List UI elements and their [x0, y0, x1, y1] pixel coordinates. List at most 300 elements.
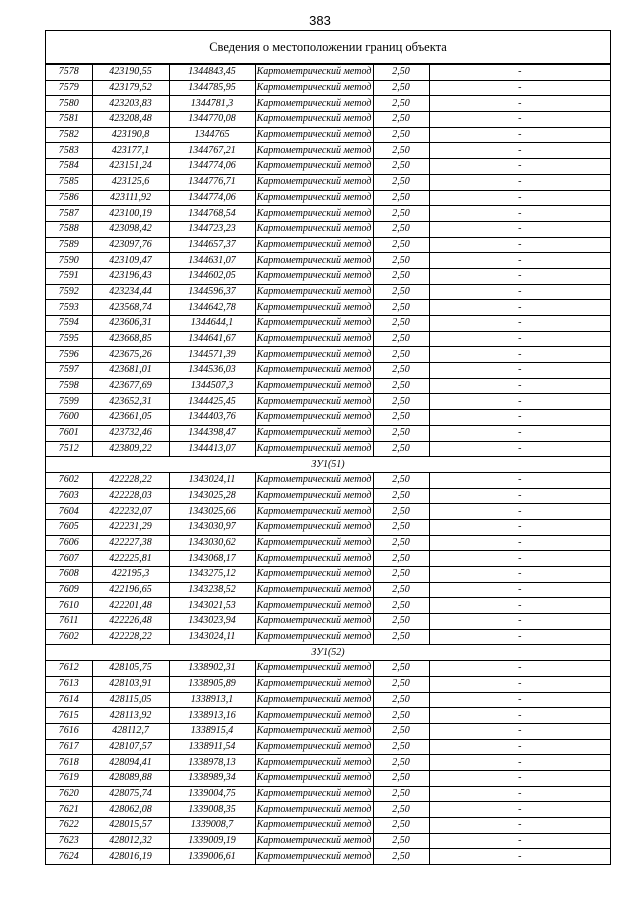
description-cell: -	[429, 284, 610, 300]
method-cell: Картометрический метод	[255, 174, 373, 190]
method-cell: Картометрический метод	[255, 818, 373, 834]
table-row	[46, 614, 610, 630]
y-coordinate-cell: 1344644,1	[169, 316, 255, 332]
description-cell: -	[429, 300, 610, 316]
method-cell: Картометрический метод	[255, 849, 373, 865]
point-number-cell: 7621	[46, 802, 92, 818]
y-coordinate-cell: 1343025,28	[169, 488, 255, 504]
x-coordinate-cell: 422228,22	[92, 629, 169, 645]
description-cell: -	[429, 347, 610, 363]
point-number-cell: 7582	[46, 127, 92, 143]
x-coordinate-cell: 428105,75	[92, 661, 169, 677]
accuracy-cell: 2,50	[373, 206, 429, 222]
method-cell: Картометрический метод	[255, 96, 373, 112]
accuracy-cell: 2,50	[373, 268, 429, 284]
accuracy-cell: 2,50	[373, 818, 429, 834]
x-coordinate-cell: 422227,38	[92, 535, 169, 551]
y-coordinate-cell: 1344776,71	[169, 174, 255, 190]
x-coordinate-cell: 423661,05	[92, 410, 169, 426]
x-coordinate-cell: 423809,22	[92, 441, 169, 457]
method-cell: Картометрический метод	[255, 770, 373, 786]
y-coordinate-cell: 1344642,78	[169, 300, 255, 316]
point-number-cell: 7588	[46, 221, 92, 237]
x-coordinate-cell: 428103,91	[92, 676, 169, 692]
accuracy-cell: 2,50	[373, 143, 429, 159]
point-number-cell: 7624	[46, 849, 92, 865]
table-row	[46, 112, 610, 128]
y-coordinate-cell: 1338913,1	[169, 692, 255, 708]
method-cell: Картометрический метод	[255, 253, 373, 269]
method-cell: Картометрический метод	[255, 692, 373, 708]
description-cell: -	[429, 582, 610, 598]
y-coordinate-cell: 1343068,17	[169, 551, 255, 567]
x-coordinate-cell: 422201,48	[92, 598, 169, 614]
description-cell: -	[429, 394, 610, 410]
method-cell: Картометрический метод	[255, 284, 373, 300]
table-row	[46, 394, 610, 410]
table-row	[46, 582, 610, 598]
y-coordinate-cell: 1343024,11	[169, 472, 255, 488]
section-heading-row	[46, 645, 610, 661]
method-cell: Картометрический метод	[255, 629, 373, 645]
y-coordinate-cell: 1344507,3	[169, 378, 255, 394]
accuracy-cell: 2,50	[373, 472, 429, 488]
method-cell: Картометрический метод	[255, 363, 373, 379]
y-coordinate-cell: 1344785,95	[169, 80, 255, 96]
method-cell: Картометрический метод	[255, 504, 373, 520]
description-cell: -	[429, 676, 610, 692]
accuracy-cell: 2,50	[373, 614, 429, 630]
description-cell: -	[429, 127, 610, 143]
method-cell: Картометрический метод	[255, 65, 373, 81]
y-coordinate-cell: 1344774,06	[169, 190, 255, 206]
method-cell: Картометрический метод	[255, 331, 373, 347]
method-cell: Картометрический метод	[255, 755, 373, 771]
y-coordinate-cell: 1338913,16	[169, 708, 255, 724]
table-row	[46, 833, 610, 849]
point-number-cell: 7608	[46, 567, 92, 583]
description-cell: -	[429, 206, 610, 222]
method-cell: Картометрический метод	[255, 519, 373, 535]
table-row	[46, 519, 610, 535]
description-cell: -	[429, 708, 610, 724]
description-cell: -	[429, 692, 610, 708]
section-heading: ЗУ1(51)	[46, 457, 610, 473]
accuracy-cell: 2,50	[373, 190, 429, 206]
point-number-cell: 7618	[46, 755, 92, 771]
accuracy-cell: 2,50	[373, 567, 429, 583]
method-cell: Картометрический метод	[255, 143, 373, 159]
point-number-cell: 7580	[46, 96, 92, 112]
accuracy-cell: 2,50	[373, 284, 429, 300]
table-row	[46, 488, 610, 504]
table-row	[46, 739, 610, 755]
y-coordinate-cell: 1343023,94	[169, 614, 255, 630]
point-number-cell: 7614	[46, 692, 92, 708]
point-number-cell: 7604	[46, 504, 92, 520]
point-number-cell: 7589	[46, 237, 92, 253]
method-cell: Картометрический метод	[255, 159, 373, 175]
description-cell: -	[429, 378, 610, 394]
point-number-cell: 7602	[46, 472, 92, 488]
method-cell: Картометрический метод	[255, 80, 373, 96]
accuracy-cell: 2,50	[373, 488, 429, 504]
description-cell: -	[429, 441, 610, 457]
table-row	[46, 127, 610, 143]
method-cell: Картометрический метод	[255, 661, 373, 677]
table-row	[46, 770, 610, 786]
x-coordinate-cell: 423677,69	[92, 378, 169, 394]
x-coordinate-cell: 423097,76	[92, 237, 169, 253]
point-number-cell: 7612	[46, 661, 92, 677]
method-cell: Картометрический метод	[255, 598, 373, 614]
table-row	[46, 676, 610, 692]
description-cell: -	[429, 316, 610, 332]
point-number-cell: 7622	[46, 818, 92, 834]
accuracy-cell: 2,50	[373, 112, 429, 128]
point-number-cell: 7579	[46, 80, 92, 96]
point-number-cell: 7584	[46, 159, 92, 175]
description-cell: -	[429, 253, 610, 269]
description-cell: -	[429, 519, 610, 535]
method-cell: Картометрический метод	[255, 614, 373, 630]
description-cell: -	[429, 96, 610, 112]
accuracy-cell: 2,50	[373, 770, 429, 786]
method-cell: Картометрический метод	[255, 347, 373, 363]
description-cell: -	[429, 65, 610, 81]
table-row	[46, 65, 610, 81]
y-coordinate-cell: 1344765	[169, 127, 255, 143]
description-cell: -	[429, 268, 610, 284]
x-coordinate-cell: 428075,74	[92, 786, 169, 802]
accuracy-cell: 2,50	[373, 739, 429, 755]
method-cell: Картометрический метод	[255, 410, 373, 426]
method-cell: Картометрический метод	[255, 472, 373, 488]
point-number-cell: 7613	[46, 676, 92, 692]
accuracy-cell: 2,50	[373, 316, 429, 332]
y-coordinate-cell: 1344774,06	[169, 159, 255, 175]
description-cell: -	[429, 849, 610, 865]
method-cell: Картометрический метод	[255, 567, 373, 583]
point-number-cell: 7583	[46, 143, 92, 159]
accuracy-cell: 2,50	[373, 504, 429, 520]
table-row	[46, 206, 610, 222]
accuracy-cell: 2,50	[373, 535, 429, 551]
point-number-cell: 7603	[46, 488, 92, 504]
point-number-cell: 7593	[46, 300, 92, 316]
accuracy-cell: 2,50	[373, 786, 429, 802]
x-coordinate-cell: 428107,57	[92, 739, 169, 755]
x-coordinate-cell: 428015,57	[92, 818, 169, 834]
point-number-cell: 7592	[46, 284, 92, 300]
description-cell: -	[429, 488, 610, 504]
y-coordinate-cell: 1344602,05	[169, 268, 255, 284]
x-coordinate-cell: 423190,8	[92, 127, 169, 143]
y-coordinate-cell: 1344657,37	[169, 237, 255, 253]
method-cell: Картометрический метод	[255, 535, 373, 551]
table-row	[46, 316, 610, 332]
point-number-cell: 7623	[46, 833, 92, 849]
accuracy-cell: 2,50	[373, 253, 429, 269]
y-coordinate-cell: 1338905,89	[169, 676, 255, 692]
x-coordinate-cell: 428089,88	[92, 770, 169, 786]
x-coordinate-cell: 428112,7	[92, 723, 169, 739]
x-coordinate-cell: 428062,08	[92, 802, 169, 818]
point-number-cell: 7596	[46, 347, 92, 363]
method-cell: Картометрический метод	[255, 802, 373, 818]
point-number-cell: 7595	[46, 331, 92, 347]
x-coordinate-cell: 422195,3	[92, 567, 169, 583]
table-row	[46, 190, 610, 206]
description-cell: -	[429, 770, 610, 786]
point-number-cell: 7512	[46, 441, 92, 457]
method-cell: Картометрический метод	[255, 833, 373, 849]
point-number-cell: 7581	[46, 112, 92, 128]
y-coordinate-cell: 1343021,53	[169, 598, 255, 614]
y-coordinate-cell: 1344723,23	[169, 221, 255, 237]
description-cell: -	[429, 755, 610, 771]
table-row	[46, 410, 610, 426]
y-coordinate-cell: 1339006,61	[169, 849, 255, 865]
description-cell: -	[429, 363, 610, 379]
accuracy-cell: 2,50	[373, 676, 429, 692]
y-coordinate-cell: 1344571,39	[169, 347, 255, 363]
description-cell: -	[429, 786, 610, 802]
table-row	[46, 347, 610, 363]
y-coordinate-cell: 1344413,07	[169, 441, 255, 457]
y-coordinate-cell: 1344631,07	[169, 253, 255, 269]
method-cell: Картометрический метод	[255, 394, 373, 410]
method-cell: Картометрический метод	[255, 206, 373, 222]
description-cell: -	[429, 802, 610, 818]
table-row	[46, 629, 610, 645]
y-coordinate-cell: 1339009,19	[169, 833, 255, 849]
point-number-cell: 7585	[46, 174, 92, 190]
table-row	[46, 363, 610, 379]
method-cell: Картометрический метод	[255, 723, 373, 739]
coordinates-table-body	[46, 65, 610, 865]
table-row	[46, 755, 610, 771]
x-coordinate-cell: 428016,19	[92, 849, 169, 865]
x-coordinate-cell: 423234,44	[92, 284, 169, 300]
table-row	[46, 818, 610, 834]
table-row	[46, 96, 610, 112]
description-cell: -	[429, 237, 610, 253]
point-number-cell: 7610	[46, 598, 92, 614]
x-coordinate-cell: 422226,48	[92, 614, 169, 630]
x-coordinate-cell: 423668,85	[92, 331, 169, 347]
method-cell: Картометрический метод	[255, 676, 373, 692]
x-coordinate-cell: 428113,92	[92, 708, 169, 724]
point-number-cell: 7617	[46, 739, 92, 755]
accuracy-cell: 2,50	[373, 425, 429, 441]
description-cell: -	[429, 331, 610, 347]
y-coordinate-cell: 1344403,76	[169, 410, 255, 426]
table-row	[46, 535, 610, 551]
table-row	[46, 661, 610, 677]
y-coordinate-cell: 1343275,12	[169, 567, 255, 583]
x-coordinate-cell: 423111,92	[92, 190, 169, 206]
point-number-cell: 7620	[46, 786, 92, 802]
accuracy-cell: 2,50	[373, 661, 429, 677]
point-number-cell: 7597	[46, 363, 92, 379]
table-row	[46, 849, 610, 865]
accuracy-cell: 2,50	[373, 174, 429, 190]
y-coordinate-cell: 1344596,37	[169, 284, 255, 300]
accuracy-cell: 2,50	[373, 692, 429, 708]
accuracy-cell: 2,50	[373, 237, 429, 253]
x-coordinate-cell: 422228,03	[92, 488, 169, 504]
y-coordinate-cell: 1339008,35	[169, 802, 255, 818]
accuracy-cell: 2,50	[373, 410, 429, 426]
table-row	[46, 331, 610, 347]
description-cell: -	[429, 425, 610, 441]
x-coordinate-cell: 423190,55	[92, 65, 169, 81]
page-number: 383	[309, 13, 331, 28]
method-cell: Картометрический метод	[255, 551, 373, 567]
table-row	[46, 708, 610, 724]
description-cell: -	[429, 818, 610, 834]
description-cell: -	[429, 221, 610, 237]
method-cell: Картометрический метод	[255, 425, 373, 441]
point-number-cell: 7599	[46, 394, 92, 410]
point-number-cell: 7600	[46, 410, 92, 426]
method-cell: Картометрический метод	[255, 112, 373, 128]
method-cell: Картометрический метод	[255, 488, 373, 504]
table-row	[46, 174, 610, 190]
method-cell: Картометрический метод	[255, 221, 373, 237]
point-number-cell: 7590	[46, 253, 92, 269]
description-cell: -	[429, 598, 610, 614]
description-cell: -	[429, 472, 610, 488]
y-coordinate-cell: 1344641,67	[169, 331, 255, 347]
table-row	[46, 378, 610, 394]
table-row	[46, 786, 610, 802]
method-cell: Картометрический метод	[255, 268, 373, 284]
y-coordinate-cell: 1338911,54	[169, 739, 255, 755]
y-coordinate-cell: 1344781,3	[169, 96, 255, 112]
table-row	[46, 300, 610, 316]
accuracy-cell: 2,50	[373, 80, 429, 96]
table-title: Сведения о местоположении границ объекта	[46, 31, 610, 64]
x-coordinate-cell: 428012,32	[92, 833, 169, 849]
description-cell: -	[429, 614, 610, 630]
x-coordinate-cell: 423732,46	[92, 425, 169, 441]
table-row	[46, 221, 610, 237]
y-coordinate-cell: 1344770,08	[169, 112, 255, 128]
description-cell: -	[429, 159, 610, 175]
description-cell: -	[429, 143, 610, 159]
point-number-cell: 7606	[46, 535, 92, 551]
point-number-cell: 7616	[46, 723, 92, 739]
description-cell: -	[429, 80, 610, 96]
point-number-cell: 7598	[46, 378, 92, 394]
description-cell: -	[429, 661, 610, 677]
method-cell: Картометрический метод	[255, 127, 373, 143]
x-coordinate-cell: 423151,24	[92, 159, 169, 175]
method-cell: Картометрический метод	[255, 378, 373, 394]
x-coordinate-cell: 423652,31	[92, 394, 169, 410]
accuracy-cell: 2,50	[373, 629, 429, 645]
x-coordinate-cell: 423177,1	[92, 143, 169, 159]
y-coordinate-cell: 1344398,47	[169, 425, 255, 441]
point-number-cell: 7602	[46, 629, 92, 645]
method-cell: Картометрический метод	[255, 316, 373, 332]
table-row	[46, 802, 610, 818]
y-coordinate-cell: 1343238,52	[169, 582, 255, 598]
description-cell: -	[429, 410, 610, 426]
accuracy-cell: 2,50	[373, 347, 429, 363]
table-row	[46, 504, 610, 520]
y-coordinate-cell: 1338989,34	[169, 770, 255, 786]
method-cell: Картометрический метод	[255, 582, 373, 598]
accuracy-cell: 2,50	[373, 723, 429, 739]
method-cell: Картометрический метод	[255, 786, 373, 802]
accuracy-cell: 2,50	[373, 833, 429, 849]
description-cell: -	[429, 551, 610, 567]
point-number-cell: 7609	[46, 582, 92, 598]
method-cell: Картометрический метод	[255, 739, 373, 755]
coordinates-table	[46, 64, 610, 865]
table-row	[46, 253, 610, 269]
accuracy-cell: 2,50	[373, 363, 429, 379]
y-coordinate-cell: 1344425,45	[169, 394, 255, 410]
description-cell: -	[429, 739, 610, 755]
accuracy-cell: 2,50	[373, 394, 429, 410]
description-cell: -	[429, 535, 610, 551]
x-coordinate-cell: 423568,74	[92, 300, 169, 316]
description-cell: -	[429, 723, 610, 739]
point-number-cell: 7619	[46, 770, 92, 786]
y-coordinate-cell: 1344767,21	[169, 143, 255, 159]
table-row	[46, 551, 610, 567]
point-number-cell: 7586	[46, 190, 92, 206]
description-cell: -	[429, 833, 610, 849]
accuracy-cell: 2,50	[373, 65, 429, 81]
description-cell: -	[429, 629, 610, 645]
table-row	[46, 567, 610, 583]
description-cell: -	[429, 190, 610, 206]
method-cell: Картометрический метод	[255, 300, 373, 316]
x-coordinate-cell: 422232,07	[92, 504, 169, 520]
method-cell: Картометрический метод	[255, 190, 373, 206]
y-coordinate-cell: 1338902,31	[169, 661, 255, 677]
accuracy-cell: 2,50	[373, 708, 429, 724]
method-cell: Картометрический метод	[255, 708, 373, 724]
point-number-cell: 7601	[46, 425, 92, 441]
x-coordinate-cell: 423208,48	[92, 112, 169, 128]
point-number-cell: 7611	[46, 614, 92, 630]
y-coordinate-cell: 1339004,75	[169, 786, 255, 802]
accuracy-cell: 2,50	[373, 127, 429, 143]
table-row	[46, 284, 610, 300]
y-coordinate-cell: 1339008,7	[169, 818, 255, 834]
x-coordinate-cell: 423196,43	[92, 268, 169, 284]
accuracy-cell: 2,50	[373, 300, 429, 316]
table-row	[46, 237, 610, 253]
description-cell: -	[429, 567, 610, 583]
x-coordinate-cell: 423098,42	[92, 221, 169, 237]
table-row	[46, 598, 610, 614]
x-coordinate-cell: 422196,65	[92, 582, 169, 598]
accuracy-cell: 2,50	[373, 551, 429, 567]
x-coordinate-cell: 422231,29	[92, 519, 169, 535]
x-coordinate-cell: 423179,52	[92, 80, 169, 96]
x-coordinate-cell: 423675,26	[92, 347, 169, 363]
accuracy-cell: 2,50	[373, 441, 429, 457]
accuracy-cell: 2,50	[373, 378, 429, 394]
y-coordinate-cell: 1343024,11	[169, 629, 255, 645]
